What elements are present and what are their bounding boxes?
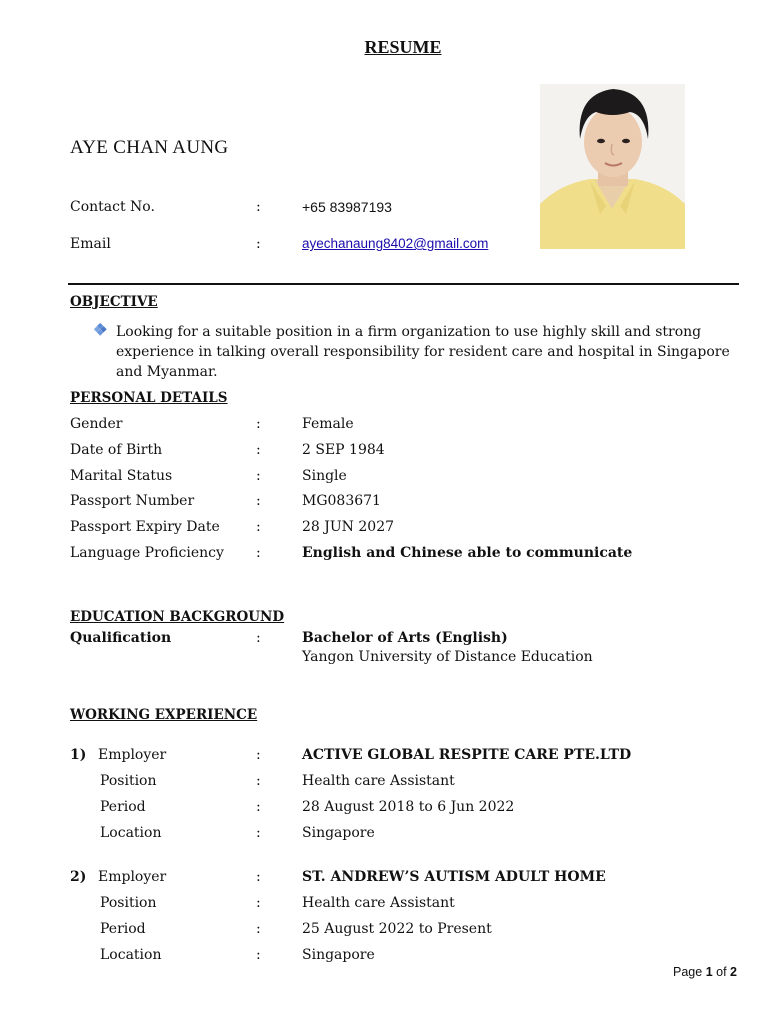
school-value: Yangon University of Distance Education: [302, 649, 593, 665]
passport-expiry-label: Passport Expiry Date: [70, 519, 220, 535]
colon: :: [256, 416, 261, 432]
language-label: Language Proficiency: [70, 545, 224, 561]
position-value: Health care Assistant: [302, 773, 455, 789]
diamond-bullet-icon: [94, 323, 108, 337]
contact-number-value: +65 83987193: [302, 199, 392, 215]
colon: :: [256, 630, 261, 646]
position-value: Health care Assistant: [302, 895, 455, 911]
colon: :: [256, 773, 261, 789]
page-current: 1: [705, 965, 713, 979]
colon: :: [256, 799, 261, 815]
colon: :: [256, 747, 261, 763]
location-value: Singapore: [302, 825, 375, 841]
colon: :: [256, 869, 261, 885]
period-value: 28 August 2018 to 6 Jun 2022: [302, 799, 515, 815]
marital-status-label: Marital Status: [70, 468, 173, 484]
language-value: English and Chinese able to communicate: [302, 545, 633, 561]
colon: :: [256, 825, 261, 841]
location-label: Location: [100, 947, 162, 963]
candidate-name: AYE CHAN AUNG: [70, 137, 229, 158]
period-value: 25 August 2022 to Present: [302, 921, 492, 937]
colon: :: [256, 921, 261, 937]
divider: [68, 283, 739, 285]
passport-number-label: Passport Number: [70, 493, 195, 509]
objective-text: Looking for a suitable position in a firm organization to use highly skill and strong experience in talking overall responsibility for resident care and hospital in Singapore and Myanmar.: [116, 324, 730, 380]
qualification-label: Qualification: [70, 630, 172, 646]
objective-heading: OBJECTIVE: [70, 294, 158, 310]
colon: :: [256, 468, 261, 484]
passport-number-value: MG083671: [302, 493, 381, 509]
gender-value: Female: [302, 416, 354, 432]
degree-value: Bachelor of Arts (English): [302, 630, 508, 646]
position-label: Position: [100, 773, 157, 789]
profile-photo: [540, 84, 685, 249]
gender-label: Gender: [70, 416, 123, 432]
colon: :: [256, 493, 261, 509]
colon: :: [256, 545, 261, 561]
employer-value: ST. ANDREW’S AUTISM ADULT HOME: [302, 869, 606, 885]
working-experience-heading: WORKING EXPERIENCE: [70, 707, 258, 723]
passport-expiry-value: 28 JUN 2027: [302, 519, 395, 535]
colon: :: [256, 947, 261, 963]
job-number: 2): [70, 869, 87, 885]
period-label: Period: [100, 799, 146, 815]
objective-item: [94, 322, 744, 382]
employer-label: Employer: [98, 869, 167, 885]
resume-title: RESUME: [364, 37, 442, 57]
marital-status-value: Single: [302, 468, 347, 484]
contact-number-label: Contact No.: [70, 199, 155, 215]
job-number: 1): [70, 747, 87, 763]
colon: :: [256, 895, 261, 911]
colon: :: [256, 236, 261, 252]
employer-value: ACTIVE GLOBAL RESPITE CARE PTE.LTD: [302, 747, 632, 763]
page-total: 2: [730, 965, 737, 979]
education-heading: EDUCATION BACKGROUND: [70, 609, 285, 625]
colon: :: [256, 442, 261, 458]
period-label: Period: [100, 921, 146, 937]
page-prefix: Page: [673, 965, 703, 979]
page-of: of: [716, 965, 727, 979]
location-label: Location: [100, 825, 162, 841]
colon: :: [256, 199, 261, 215]
personal-details-heading: PERSONAL DETAILS: [70, 390, 228, 406]
dob-label: Date of Birth: [70, 442, 163, 458]
email-label: Email: [70, 236, 111, 252]
page-indicator: [673, 965, 737, 979]
colon: :: [256, 519, 261, 535]
position-label: Position: [100, 895, 157, 911]
dob-value: 2 SEP 1984: [302, 442, 385, 458]
location-value: Singapore: [302, 947, 375, 963]
email-link[interactable]: ayechanaung8402@gmail.com: [302, 236, 489, 251]
employer-label: Employer: [98, 747, 167, 763]
